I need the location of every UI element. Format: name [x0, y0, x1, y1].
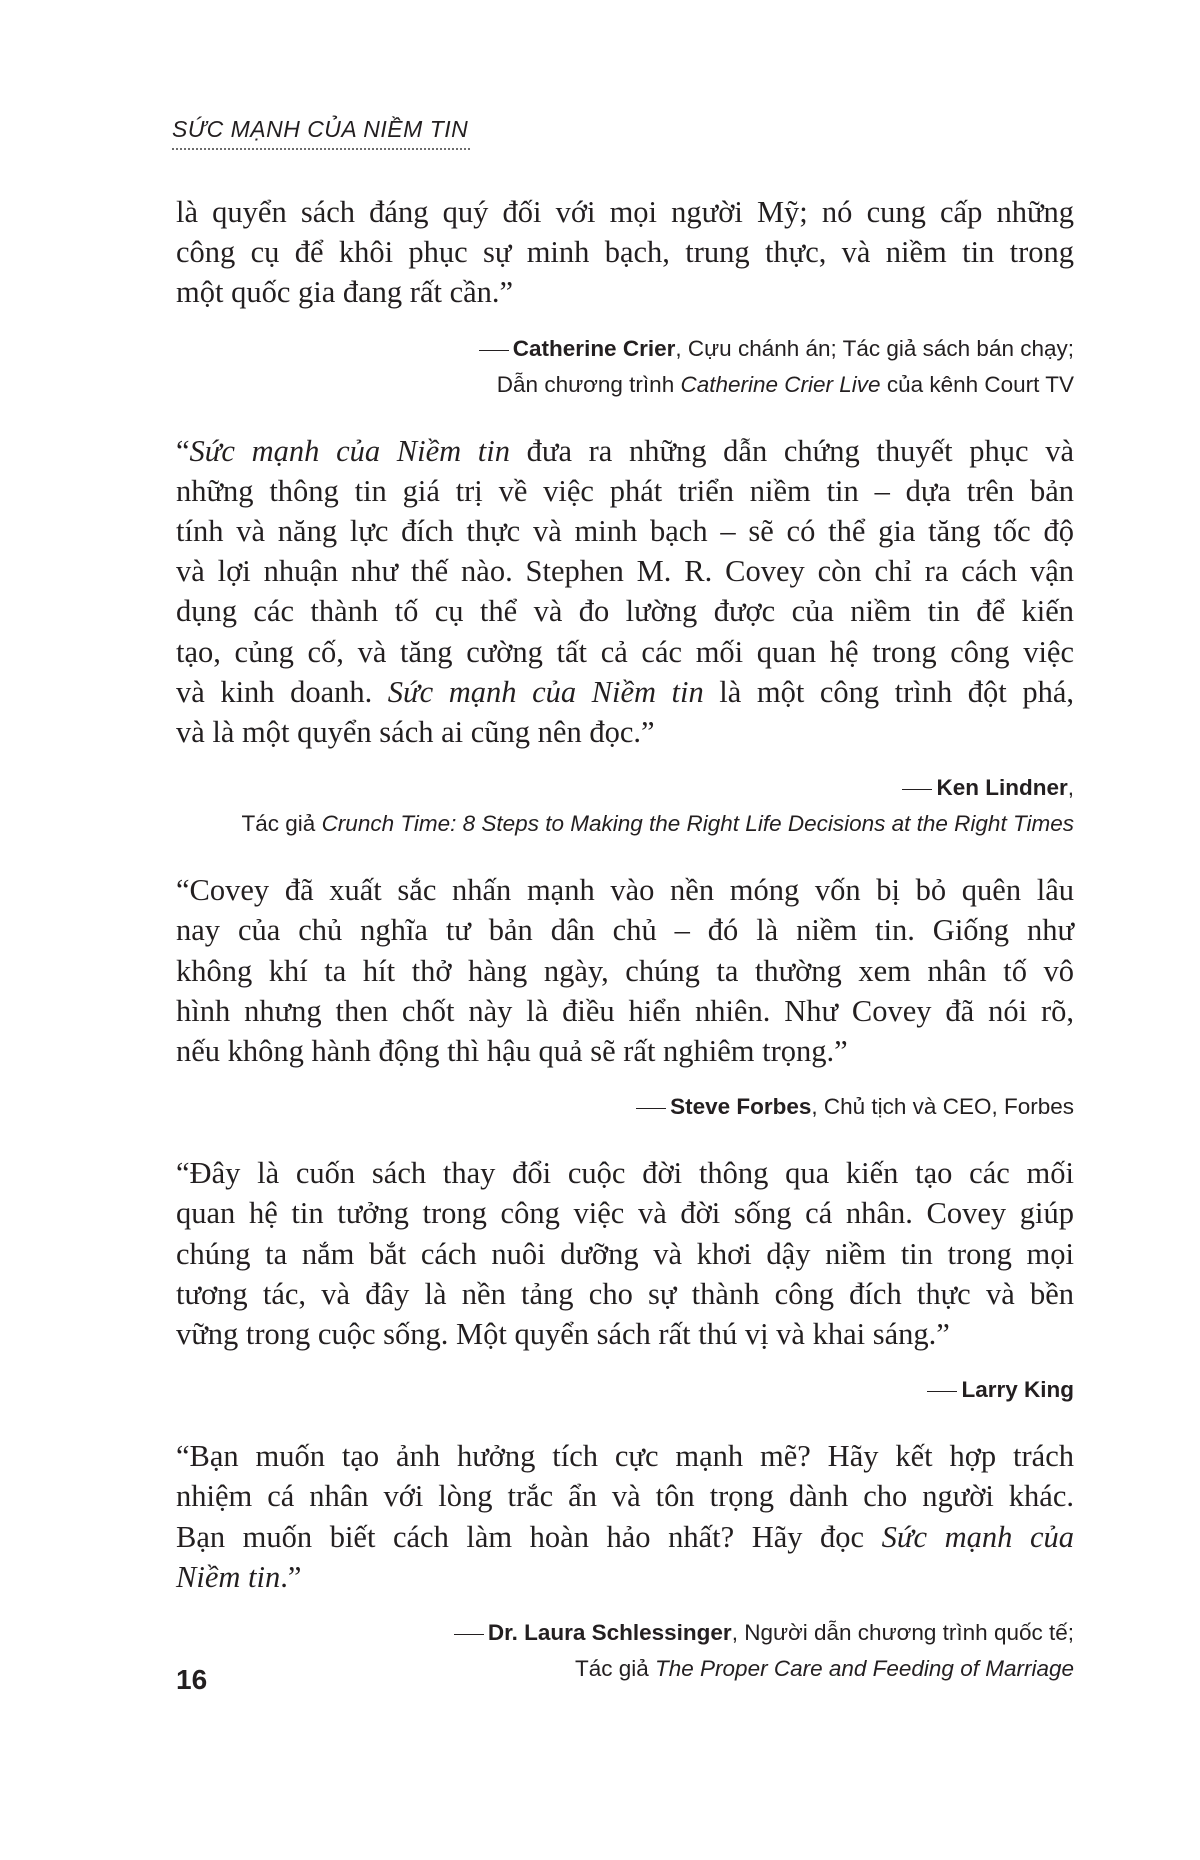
endorsement-quote: [176, 192, 1074, 313]
book-title: The Proper Care and Feeding of Marriage: [655, 1656, 1074, 1682]
em-dash-rule: [927, 1391, 957, 1392]
book-title: Niềm tin: [176, 1559, 281, 1594]
quote-line: “Covey đã xuất sắc nhấn mạnh vào nền móng vốn bị bỏ quên lâu: [176, 873, 1074, 908]
quote-line: những thông tin giá trị về việc phát triển niềm tin – dựa trên bản: [176, 473, 1074, 508]
quote-line: công cụ để khôi phục sự minh bạch, trung thực, và niềm tin trong: [176, 235, 1074, 270]
endorser-name: Steve Forbes: [670, 1094, 812, 1120]
endorser-name: Larry King: [961, 1377, 1074, 1403]
quote-line: tính và năng lực đích thực và minh bạch – sẽ có thể gia tăng tốc độ: [176, 514, 1074, 549]
em-dash-rule: [902, 789, 932, 790]
quote-line: “Đây là cuốn sách thay đổi cuộc đời thông qua kiến tạo các mối: [176, 1156, 1074, 1191]
quote-line: dụng các thành tố cụ thể và đo lường được của niềm tin để kiến: [176, 594, 1074, 629]
endorsement-attribution: Dr. Laura Schlessinger, Người dẫn chương trình quốc tế; Tác giả The Proper Care and Feeding of Marriage: [176, 1615, 1074, 1687]
em-dash-rule: [454, 1634, 484, 1635]
endorsements: [176, 192, 1074, 1687]
book-title: Sức mạnh của: [881, 1519, 1074, 1554]
quote-line: và lợi nhuận như thế nào. Stephen M. R. Covey còn chỉ ra cách vận: [176, 554, 1074, 589]
endorser-name: Ken Lindner: [936, 775, 1068, 801]
quote-line: nhiệm cá nhân với lòng trắc ẩn và tôn trọng dành cho người khác.: [176, 1479, 1074, 1514]
endorsement-attribution: Catherine Crier, Cựu chánh án; Tác giả sách bán chạy; Dẫn chương trình Catherine Crier Live của kênh Court TV: [176, 331, 1074, 403]
quote-line: quan hệ tin tưởng trong công việc và đời sống cá nhân. Covey giúp: [176, 1196, 1074, 1231]
running-head-rule: [172, 148, 470, 150]
quote-line: và kinh doanh. Sức mạnh của Niềm tin là một công trình đột phá,: [176, 674, 1074, 709]
book-title: Crunch Time: 8 Steps to Making the Right Life Decisions at the Right Times: [321, 811, 1074, 837]
quote-line: một quốc gia đang rất cần.”: [176, 275, 514, 310]
endorser-name: Dr. Laura Schlessinger: [487, 1620, 732, 1646]
endorsement-attribution: Steve Forbes, Chủ tịch và CEO, Forbes: [176, 1089, 1074, 1125]
quote-line: không khí ta hít thở hàng ngày, chúng ta thường xem nhân tố vô: [176, 953, 1074, 988]
endorsement-quote: [176, 1153, 1074, 1354]
quote-line: nếu không hành động thì hậu quả sẽ rất nghiêm trọng.”: [176, 1034, 848, 1069]
endorsement-quote: [176, 870, 1074, 1071]
quote-line: Bạn muốn biết cách làm hoàn hảo nhất? Hãy đọc Sức mạnh của: [176, 1519, 1074, 1554]
page-number: 16: [176, 1664, 208, 1695]
quote-line: và là một quyển sách ai cũng nên đọc.”: [176, 715, 655, 750]
quote-line: “Sức mạnh của Niềm tin đưa ra những dẫn chứng thuyết phục và: [176, 433, 1074, 468]
quote-line: hình nhưng then chốt này là điều hiển nhiên. Như Covey đã nói rõ,: [176, 993, 1074, 1028]
show-title: Catherine Crier Live: [680, 371, 881, 397]
endorser-name: Catherine Crier: [512, 335, 676, 361]
endorsement-attribution: [176, 1372, 1074, 1408]
endorsement-attribution: Ken Lindner, Tác giả Crunch Time: 8 Steps to Making the Right Life Decisions at the Right Times: [241, 775, 1074, 837]
quote-line: tương tác, và đây là nền tảng cho sự thành công đích thực và bền: [176, 1276, 1074, 1311]
running-head: SỨC MẠNH CỦA NIỀM TIN: [172, 116, 469, 142]
quote-line: “Bạn muốn tạo ảnh hưởng tích cực mạnh mẽ? Hãy kết hợp trách: [176, 1439, 1074, 1474]
endorsement-quote: [176, 1436, 1074, 1597]
endorsement-quote: [176, 431, 1074, 753]
quote-line: là quyển sách đáng quý đối với mọi người Mỹ; nó cung cấp những: [176, 195, 1074, 229]
em-dash-rule: [479, 350, 509, 351]
em-dash-rule: [636, 1108, 666, 1109]
quote-line: chúng ta nắm bắt cách nuôi dưỡng và khơi dậy niềm tin trong mọi: [176, 1236, 1074, 1271]
book-title: Sức mạnh của Niềm tin: [387, 674, 704, 709]
quote-line: Niềm tin.”: [176, 1559, 302, 1594]
book-title: Sức mạnh của Niềm tin: [189, 433, 510, 468]
quote-line: nay của chủ nghĩa tư bản dân chủ – đó là niềm tin. Giống như: [176, 913, 1074, 948]
quote-line: tạo, củng cố, và tăng cường tất cả các mối quan hệ trong công việc: [176, 634, 1074, 669]
quote-line: vững trong cuộc sống. Một quyển sách rất thú vị và khai sáng.”: [176, 1317, 950, 1352]
